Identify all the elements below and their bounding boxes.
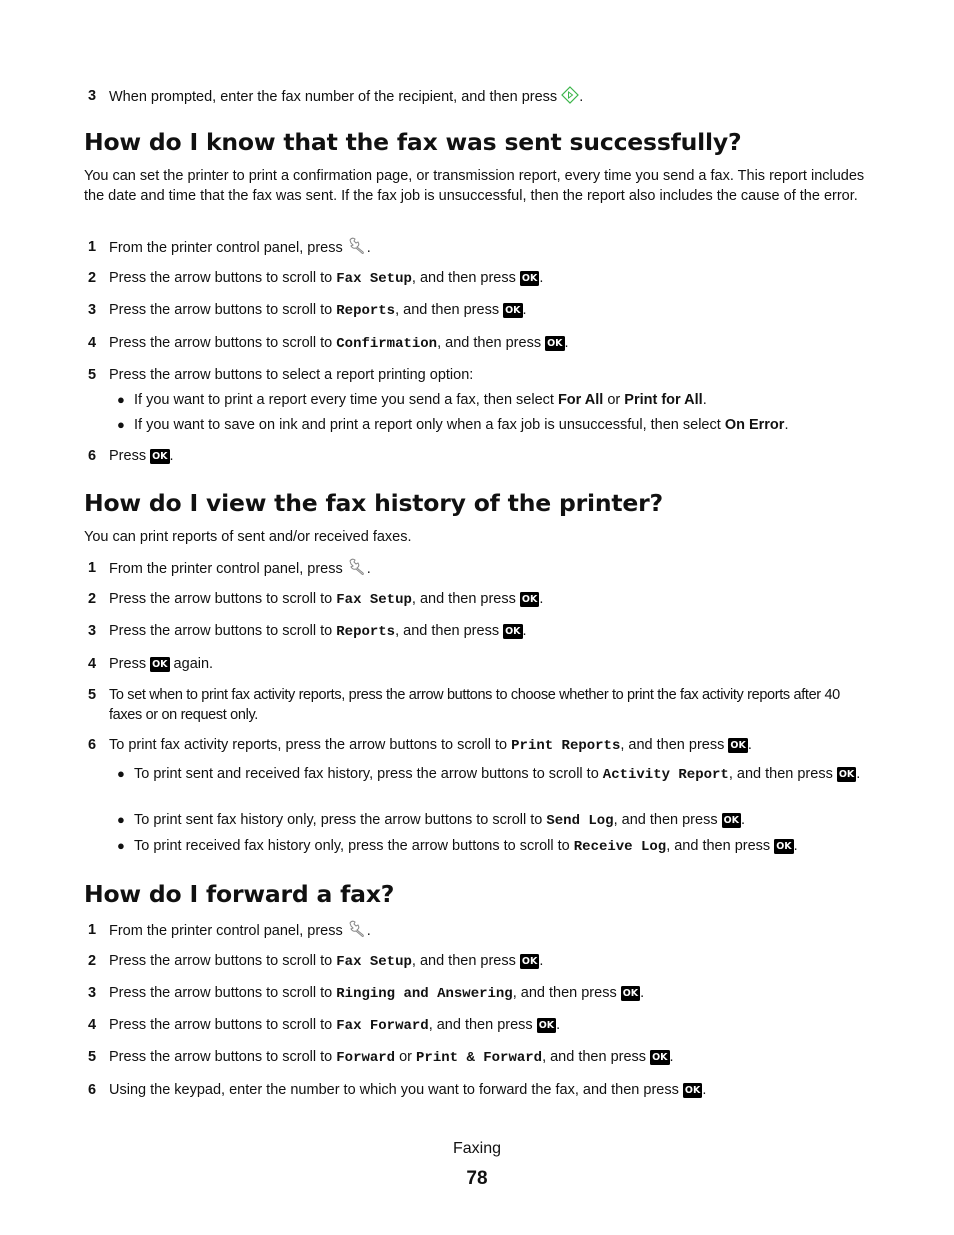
ok-button-icon: OK bbox=[547, 338, 563, 349]
ok-button-icon: OK bbox=[776, 841, 792, 852]
ok-button-icon: OK bbox=[652, 1052, 668, 1063]
ok-button-icon: OK bbox=[538, 1020, 555, 1031]
step-number: 2 bbox=[88, 953, 97, 969]
step-text: Press the arrow buttons to scroll to Reports, and then press OK . bbox=[109, 623, 527, 640]
bullet-dot-icon: ● bbox=[117, 838, 125, 853]
step-number: 6 bbox=[88, 448, 97, 464]
step-number: 3 bbox=[88, 985, 97, 1001]
step-text: When prompted, enter the fax number of the recipient, and then press . bbox=[109, 86, 874, 107]
ok-button-icon: OK bbox=[152, 659, 168, 670]
step-text: Press OK . bbox=[109, 448, 174, 464]
bullet-text: To print sent and received fax history, press the arrow buttons to scroll to Activity Report, and then press OK . bbox=[134, 766, 861, 783]
option-label: For All bbox=[557, 392, 604, 408]
ok-button-icon: OK bbox=[622, 988, 639, 999]
step-number: 5 bbox=[88, 1049, 97, 1065]
section-heading-fax-history: How do I view the fax history of the printer? bbox=[84, 489, 663, 517]
section-intro: You can set the printer to print a confirmation page, or transmission report, every time you send a fax. This report includes the date and time that the fax was sent. If the fax job is unsuccessful, then the report also includes the cause of the error. bbox=[84, 168, 865, 204]
step-text: Press the arrow buttons to scroll to Confirmation, and then press OK . bbox=[109, 335, 569, 352]
ok-button-icon: OK bbox=[521, 594, 538, 605]
ok-button-icon: OK bbox=[521, 273, 538, 284]
section-heading-forward-fax: How do I forward a fax? bbox=[84, 880, 395, 908]
step-number: 1 bbox=[88, 922, 97, 938]
step-text: Press the arrow buttons to scroll to Forward or Print & Forward, and then press OK . bbox=[109, 1049, 674, 1066]
start-icon bbox=[561, 86, 579, 104]
wrench-icon bbox=[347, 920, 367, 937]
page-number: 78 bbox=[466, 1168, 488, 1189]
step-text: Press the arrow buttons to scroll to Reports, and then press OK . bbox=[109, 302, 527, 319]
bullet-text: If you want to print a report every time you send a fax, then select For All or Print for All. bbox=[134, 392, 707, 408]
step-number: 5 bbox=[88, 367, 97, 383]
section-intro: You can print reports of sent and/or received faxes. bbox=[84, 529, 412, 545]
menu-option-label: Reports bbox=[336, 624, 396, 640]
menu-option-label: Forward bbox=[336, 1050, 396, 1066]
menu-option-label: Receive Log bbox=[573, 839, 667, 855]
ok-button-icon: OK bbox=[521, 956, 538, 967]
ok-button-icon: OK bbox=[505, 626, 521, 637]
menu-option-label: Ringing and Answering bbox=[336, 986, 513, 1002]
ok-button-icon: OK bbox=[152, 451, 168, 462]
menu-option-label: Send Log bbox=[546, 813, 614, 829]
menu-option-label: Print Reports bbox=[511, 738, 621, 754]
step-text: To set when to print fax activity reports, press the arrow buttons to choose whether to print the fax activity reports after 40 faxes or on request only. bbox=[109, 687, 840, 723]
menu-option-label: Print & Forward bbox=[416, 1050, 543, 1066]
step-number: 4 bbox=[88, 335, 97, 351]
menu-option-label: Fax Setup bbox=[336, 271, 412, 287]
step-number: 6 bbox=[88, 737, 97, 753]
bullet-text: If you want to save on ink and print a report only when a fax job is unsuccessful, then select On Error. bbox=[134, 417, 789, 433]
bullet-dot-icon: ● bbox=[117, 417, 125, 432]
bullet-dot-icon: ● bbox=[117, 812, 125, 827]
step-number: 1 bbox=[88, 560, 97, 576]
step-number: 2 bbox=[88, 270, 97, 286]
step-number: 3 bbox=[88, 302, 97, 318]
wrench-icon bbox=[347, 237, 367, 254]
step-text: Press the arrow buttons to scroll to Fax Setup, and then press OK . bbox=[109, 270, 544, 287]
bullet-dot-icon: ● bbox=[117, 392, 125, 407]
step-number: 3 bbox=[88, 623, 97, 639]
step-text: Press the arrow buttons to scroll to Fax Setup, and then press OK . bbox=[109, 591, 544, 608]
ok-button-icon: OK bbox=[684, 1085, 701, 1096]
step-number: 6 bbox=[88, 1082, 97, 1098]
section-heading-fax-sent: How do I know that the fax was sent successfully? bbox=[84, 128, 742, 156]
menu-option-label: Activity Report bbox=[602, 767, 729, 783]
step-text: Press the arrow buttons to select a report printing option: bbox=[109, 367, 474, 383]
step-number: 3 bbox=[88, 88, 97, 104]
ok-button-icon: OK bbox=[505, 305, 521, 316]
step-number: 1 bbox=[88, 239, 97, 255]
step-text: Press OK again. bbox=[109, 656, 214, 672]
footer-chapter-label: Faxing bbox=[452, 1140, 502, 1157]
menu-option-label: Fax Setup bbox=[336, 954, 412, 970]
step-text: Press the arrow buttons to scroll to Fax Setup, and then press OK . bbox=[109, 953, 544, 970]
step-text: From the printer control panel, press . bbox=[109, 558, 874, 579]
step-number: 2 bbox=[88, 591, 97, 607]
step-number: 5 bbox=[88, 687, 97, 703]
wrench-icon bbox=[347, 558, 367, 575]
menu-option-label: Confirmation bbox=[336, 336, 438, 352]
menu-option-label: Reports bbox=[336, 303, 396, 319]
option-label: On Error bbox=[724, 417, 785, 433]
menu-option-label: Fax Setup bbox=[336, 592, 412, 608]
step-text: Press the arrow buttons to scroll to Ringing and Answering, and then press OK . bbox=[109, 985, 645, 1002]
menu-option-label: Fax Forward bbox=[336, 1018, 429, 1034]
step-text: From the printer control panel, press . bbox=[109, 920, 874, 941]
step-number: 4 bbox=[88, 1017, 97, 1033]
bullet-text: To print received fax history only, press the arrow buttons to scroll to Receive Log, and then press OK . bbox=[134, 838, 798, 855]
ok-button-icon: OK bbox=[730, 740, 746, 751]
bullet-dot-icon: ● bbox=[117, 766, 125, 781]
step-text: Using the keypad, enter the number to which you want to forward the fax, and then press OK . bbox=[109, 1082, 707, 1098]
bullet-text: To print sent fax history only, press the arrow buttons to scroll to Send Log, and then press OK . bbox=[134, 812, 746, 829]
step-text: To print fax activity reports, press the arrow buttons to scroll to Print Reports, and then press OK . bbox=[109, 737, 752, 754]
option-label: Print for All bbox=[624, 392, 703, 408]
ok-button-icon: OK bbox=[838, 769, 855, 780]
step-number: 4 bbox=[88, 656, 97, 672]
step-text: Press the arrow buttons to scroll to Fax Forward, and then press OK . bbox=[109, 1017, 561, 1034]
ok-button-icon: OK bbox=[723, 815, 740, 826]
step-text: From the printer control panel, press . bbox=[109, 237, 874, 258]
